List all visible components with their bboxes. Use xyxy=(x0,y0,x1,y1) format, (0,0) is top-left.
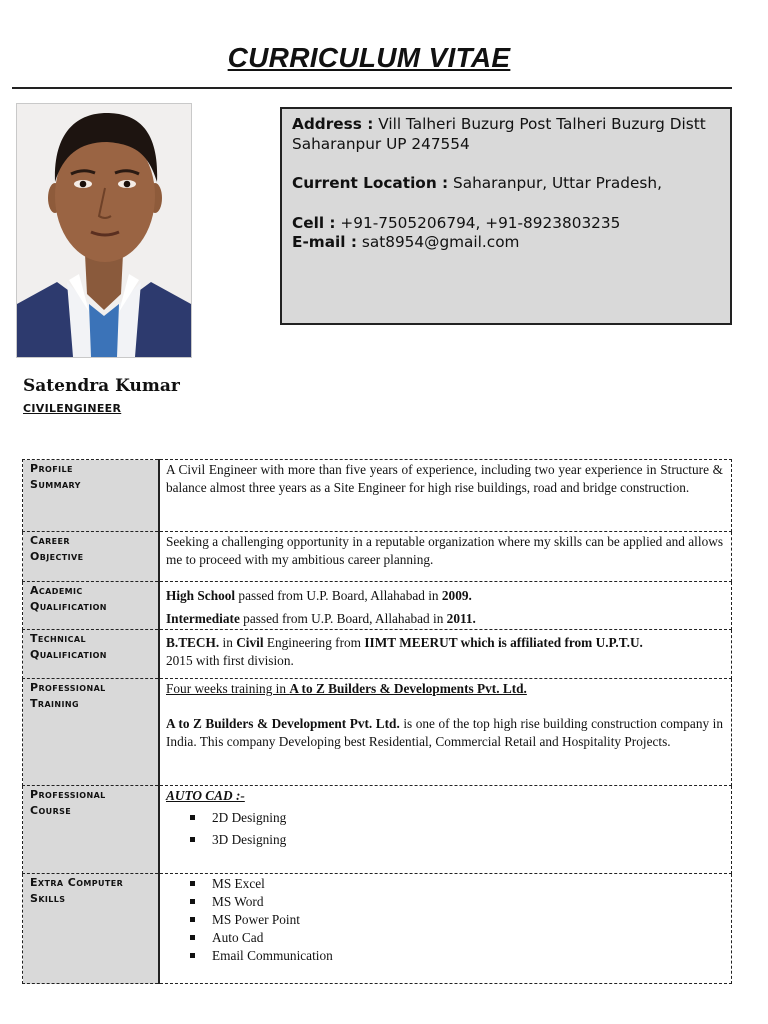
candidate-name: Satendra Kumar xyxy=(23,376,180,396)
list-item xyxy=(184,831,723,849)
section-row-technical xyxy=(23,630,732,679)
label-line: Course xyxy=(30,804,72,817)
section-label-technical xyxy=(23,630,160,679)
list-item xyxy=(184,875,723,893)
item-text: MS Word xyxy=(212,894,264,909)
email-label: E-mail : xyxy=(292,233,357,252)
text: in xyxy=(219,635,237,650)
candidate-role: CIVILENGINEER xyxy=(23,402,122,415)
square-bullet-icon xyxy=(190,815,195,820)
text: Four weeks training in xyxy=(166,681,290,696)
text: passed from U.P. Board, Allahabad in xyxy=(239,611,447,626)
bold-text: 2011. xyxy=(446,611,476,626)
course-list xyxy=(166,809,723,849)
result-line: 2015 with first division. xyxy=(166,653,294,668)
label-line: Academic xyxy=(30,584,83,597)
location-value: Saharanpur, Uttar Pradesh, xyxy=(453,174,662,193)
section-label-academic xyxy=(23,582,160,630)
square-bullet-icon xyxy=(190,935,195,940)
text: Engineering from xyxy=(263,635,365,650)
training-desc xyxy=(166,715,723,751)
label-line: Professional xyxy=(30,788,106,801)
course-heading: AUTO CAD :- xyxy=(166,788,245,803)
list-item xyxy=(184,893,723,911)
technical-text xyxy=(159,630,732,679)
profile-summary-text xyxy=(159,460,732,532)
section-row-computer xyxy=(23,874,732,984)
computer-skills-text xyxy=(159,874,732,984)
square-bullet-icon xyxy=(190,881,195,886)
label-line: Skills xyxy=(30,892,66,905)
section-label-computer xyxy=(23,874,160,984)
list-item xyxy=(184,947,723,965)
label-line: Qualification xyxy=(30,600,107,613)
label-line: Professional xyxy=(30,681,106,694)
computer-skills-list xyxy=(166,875,723,965)
bold-text: High School xyxy=(166,588,236,603)
bold-text: IIMT MEERUT which is affiliated from U.P.T.U. xyxy=(364,635,643,650)
text: is one of the top high rise building construction company in India. This company Developing best Residential, Commercial Retail and Hospitality Projects. xyxy=(166,716,723,749)
academic-text xyxy=(159,582,732,630)
email-value: sat8954@gmail.com xyxy=(361,233,520,252)
location-label: Current Location : xyxy=(292,174,449,193)
label-line: Extra Computer xyxy=(30,876,124,889)
cell-label: Cell : xyxy=(292,213,336,232)
cell-value: +91-7505206794, +91-8923803235 xyxy=(340,213,621,232)
intermediate-line xyxy=(166,610,723,628)
text: passed from U.P. Board, Allahabad in xyxy=(235,588,442,603)
bold-text: A to Z Builders & Development Pvt. Ltd. xyxy=(166,716,400,731)
address-line xyxy=(292,115,720,154)
document-title: CURRICULUM VITAE xyxy=(227,42,511,73)
square-bullet-icon xyxy=(190,837,195,842)
section-row-training xyxy=(23,679,732,786)
section-label-training xyxy=(23,679,160,786)
bold-text: A to Z Builders & Developments Pvt. Ltd. xyxy=(289,681,527,696)
section-label-career xyxy=(23,532,160,582)
item-text: Auto Cad xyxy=(212,930,264,945)
profile-photo xyxy=(16,103,192,358)
address-value: Vill Talheri Buzurg Post Talheri Buzurg Distt Saharanpur UP 247554 xyxy=(292,115,706,153)
section-row-course xyxy=(23,786,732,874)
location-line xyxy=(292,174,720,194)
address-label: Address : xyxy=(292,115,374,133)
course-text xyxy=(159,786,732,874)
label-line: Career xyxy=(30,534,70,547)
square-bullet-icon xyxy=(190,917,195,922)
contact-box xyxy=(280,107,732,325)
training-text xyxy=(159,679,732,786)
bold-text: Intermediate xyxy=(166,611,240,626)
high-school-line xyxy=(166,587,723,605)
label-line: Profile xyxy=(30,462,73,475)
paragraph: A Civil Engineer with more than five years of experience, including two year experience in Structure & balance almost three years as a Site Engineer for high rise buildings, road and bridge construction. xyxy=(166,462,723,495)
item-text: 2D Designing xyxy=(212,810,287,825)
list-item xyxy=(184,929,723,947)
square-bullet-icon xyxy=(190,899,195,904)
section-label-profile xyxy=(23,460,160,532)
training-intro-line xyxy=(166,680,723,698)
section-label-course xyxy=(23,786,160,874)
email-line xyxy=(292,233,720,253)
label-line: Summary xyxy=(30,478,81,491)
title-divider xyxy=(12,87,732,89)
bold-text: Civil xyxy=(236,635,264,650)
label-line: Training xyxy=(30,697,79,710)
section-row-academic xyxy=(23,582,732,630)
bold-text: 2009. xyxy=(441,588,472,603)
item-text: 3D Designing xyxy=(212,832,287,847)
label-line: Qualification xyxy=(30,648,107,661)
label-line: Objective xyxy=(30,550,84,563)
cv-table xyxy=(22,459,732,984)
cell-line xyxy=(292,214,720,234)
square-bullet-icon xyxy=(190,953,195,958)
label-line: Technical xyxy=(30,632,86,645)
list-item xyxy=(184,809,723,827)
section-row-career xyxy=(23,532,732,582)
section-row-profile xyxy=(23,460,732,532)
item-text: Email Communication xyxy=(212,948,333,963)
career-objective-text xyxy=(159,532,732,582)
bold-text: B.TECH. xyxy=(166,635,220,650)
item-text: MS Excel xyxy=(212,876,265,891)
paragraph: Seeking a challenging opportunity in a reputable organization where my skills can be applied and allows me to proceed with my ambitious career planning. xyxy=(166,534,723,567)
item-text: MS Power Point xyxy=(212,912,300,927)
list-item xyxy=(184,911,723,929)
degree-line xyxy=(166,634,723,652)
